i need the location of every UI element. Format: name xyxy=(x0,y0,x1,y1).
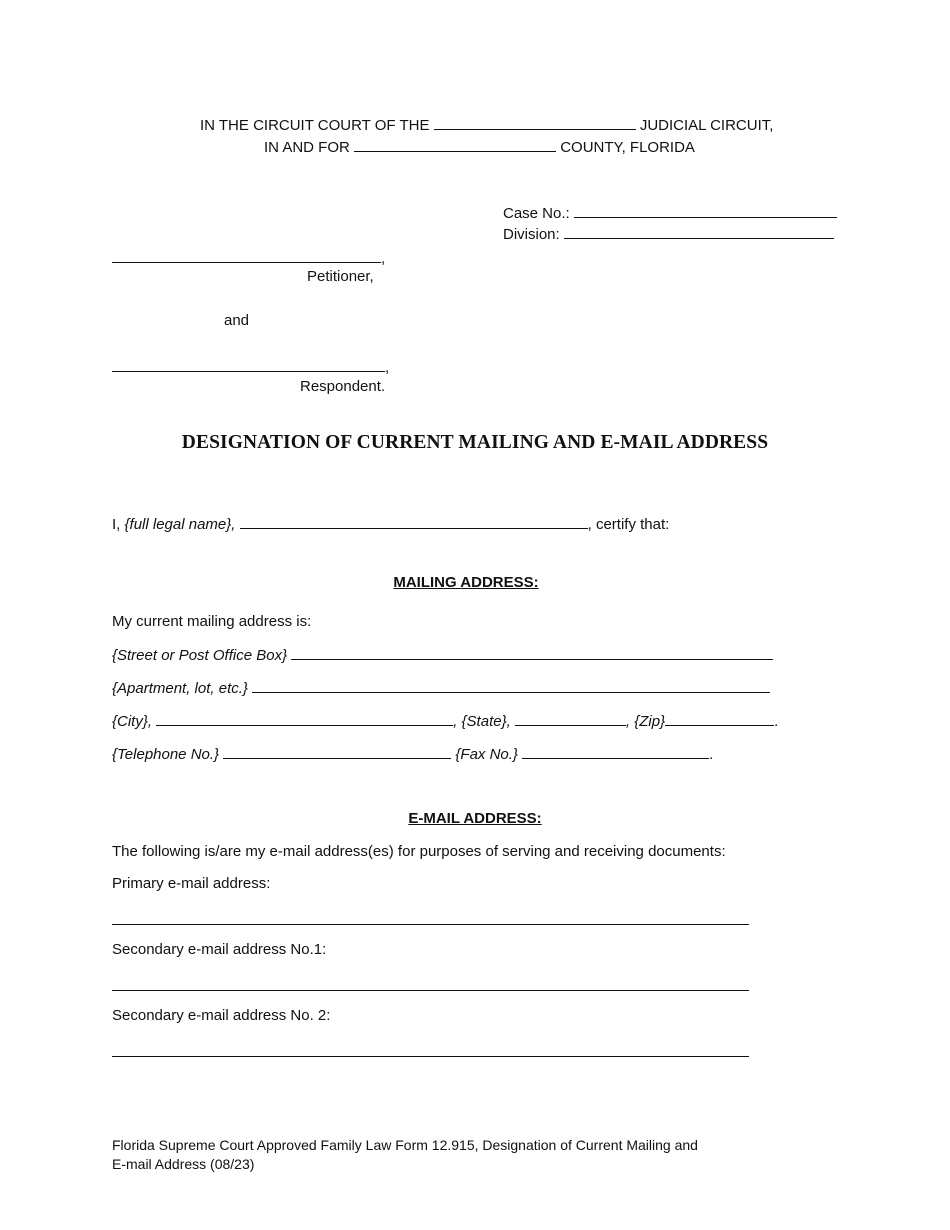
case-no-label: Case No.: xyxy=(503,205,570,222)
state-blank[interactable] xyxy=(515,711,626,726)
primary-email-label: Primary e-mail address: xyxy=(112,875,271,892)
respondent-comma: , xyxy=(385,359,390,376)
case-no-blank[interactable] xyxy=(574,203,837,218)
respondent-name-blank[interactable] xyxy=(112,357,385,372)
circuit-blank[interactable] xyxy=(434,115,636,130)
street-blank[interactable] xyxy=(291,645,773,660)
division-label: Division: xyxy=(503,226,560,243)
secondary-email-1-blank[interactable] xyxy=(112,990,749,991)
zip-label: , {Zip} xyxy=(625,713,666,730)
court-prefix: IN THE CIRCUIT COURT OF THE xyxy=(200,117,430,134)
court-header-line1 xyxy=(200,115,773,135)
footer-line-1: Florida Supreme Court Approved Family Law Form 12.915, Designation of Current Mailing and xyxy=(112,1137,698,1153)
county-prefix: IN AND FOR xyxy=(264,139,350,156)
mailing-address-heading: MAILING ADDRESS: xyxy=(393,574,539,591)
fax-blank[interactable] xyxy=(522,744,709,759)
fax-label: {Fax No.} xyxy=(455,746,518,763)
court-suffix: JUDICIAL CIRCUIT, xyxy=(639,117,774,134)
division-blank[interactable] xyxy=(564,224,834,239)
city-blank[interactable] xyxy=(156,711,453,726)
telephone-blank[interactable] xyxy=(223,744,451,759)
petitioner-name-row xyxy=(112,248,385,268)
street-label: {Street or Post Office Box} xyxy=(112,647,288,664)
apartment-blank[interactable] xyxy=(252,678,770,693)
county-blank[interactable] xyxy=(354,137,556,152)
footer-line-2: E-mail Address (08/23) xyxy=(112,1156,255,1172)
zip-blank[interactable] xyxy=(665,711,774,726)
mailing-intro: My current mailing address is: xyxy=(112,613,312,630)
secondary-email-1-label: Secondary e-mail address No.1: xyxy=(112,941,327,958)
division-row xyxy=(503,224,834,244)
county-suffix: COUNTY, FLORIDA xyxy=(560,139,695,156)
state-label: , {State}, xyxy=(453,713,511,730)
petitioner-label: Petitioner, xyxy=(307,268,374,285)
cert-suffix: , certify that: xyxy=(587,516,670,533)
city-label: {City}, xyxy=(112,713,153,730)
apartment-label: {Apartment, lot, etc.} xyxy=(112,680,248,697)
petitioner-comma: , xyxy=(381,250,386,267)
fax-period: . xyxy=(709,746,714,763)
certification-row xyxy=(112,514,669,534)
cert-prefix: I, xyxy=(112,516,121,533)
secondary-email-2-blank[interactable] xyxy=(112,1056,749,1057)
email-address-heading: E-MAIL ADDRESS: xyxy=(408,810,542,827)
apartment-row xyxy=(112,678,770,698)
primary-email-blank[interactable] xyxy=(112,924,749,925)
city-state-zip-row xyxy=(112,711,778,731)
respondent-name-row xyxy=(112,357,389,377)
zip-period: . xyxy=(774,713,779,730)
street-row xyxy=(112,645,773,665)
phone-fax-row xyxy=(112,744,713,764)
telephone-label: {Telephone No.} xyxy=(112,746,220,763)
respondent-label: Respondent. xyxy=(300,378,386,395)
case-no-row xyxy=(503,203,837,223)
email-intro: The following is/are my e-mail address(es) for purposes of serving and receiving documents: xyxy=(112,843,726,860)
secondary-email-2-label: Secondary e-mail address No. 2: xyxy=(112,1007,331,1024)
form-title: DESIGNATION OF CURRENT MAILING AND E-MAIL ADDRESS xyxy=(181,432,769,453)
and-label: and xyxy=(224,312,250,329)
petitioner-name-blank[interactable] xyxy=(112,248,381,263)
court-header-line2 xyxy=(264,137,695,157)
full-legal-name-blank[interactable] xyxy=(240,514,588,529)
full-legal-name-hint: {full legal name}, xyxy=(124,516,236,533)
